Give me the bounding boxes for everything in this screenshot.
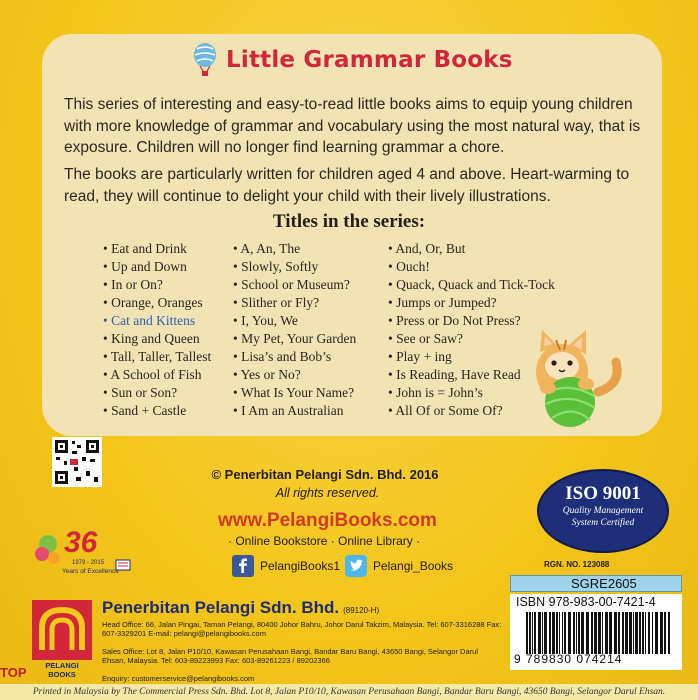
copyright-notice: © Penerbitan Pelangi Sdn. Bhd. 2016: [211, 467, 439, 482]
website-link[interactable]: www.PelangiBooks.com: [218, 510, 437, 531]
book-title: • In or On?: [103, 276, 211, 294]
series-header: [192, 42, 513, 78]
head-office-address: Head Office: 66, Jalan Pingai, Taman Pelangi, 80400 Johor Bahru, Johor Darul Takzim, Malaysia. Tel: 607-3316288 Fax: 607-3329201 E-mail: pelangi@pelangibooks.com: [102, 620, 502, 638]
barcode-digits: 9 789830 074214: [514, 652, 623, 666]
isbn-number: ISBN 978-983-00-7421-4: [516, 595, 656, 609]
book-title: • Yes or No?: [233, 366, 356, 384]
book-title: • King and Queen: [103, 330, 211, 348]
book-title: • Sand + Castle: [103, 402, 211, 420]
book-title: • Orange, Oranges: [103, 294, 211, 312]
book-title: • All Of or Some Of?: [388, 402, 555, 420]
twitter-icon: [345, 555, 367, 577]
book-title: • I Am an Australian: [233, 402, 356, 420]
anniversary-years: 1979 - 2015: [72, 560, 105, 566]
book-title: • Quack, Quack and Tick-Tock: [388, 276, 555, 294]
online-services: · Online Bookstore · Online Library ·: [228, 534, 421, 548]
book-title: • I, You, We: [233, 312, 356, 330]
twitter-link[interactable]: [345, 555, 453, 577]
book-title: • See or Saw?: [388, 330, 555, 348]
book-title: • Play + ing: [388, 348, 555, 366]
book-title: • Eat and Drink: [103, 240, 211, 258]
book-title: • My Pet, Your Garden: [233, 330, 356, 348]
anniversary-number: 36: [64, 526, 98, 559]
book-title: • Sun or Son?: [103, 384, 211, 402]
page-title: Little Grammar Books: [226, 47, 513, 73]
intro-paragraph: This series of interesting and easy-to-read little books aims to equip young children with more knowledge of grammar and vocabulary using the most natural way, that is exposure. Children will no longer find learning grammar a chore.: [64, 96, 641, 156]
book-title: • Up and Down: [103, 258, 211, 276]
isbn-barcode: [510, 594, 682, 670]
publisher-name: [102, 598, 379, 618]
book-title: • Tall, Taller, Tallest: [103, 348, 211, 366]
pelangi-logo: [30, 598, 94, 670]
anniversary-caption: Years of Excellence: [62, 568, 119, 575]
book-title: • And, Or, But: [388, 240, 555, 258]
series-heading: Titles in the series:: [272, 211, 426, 232]
titles-column-2: [233, 240, 356, 420]
book-title: • Press or Do Not Press?: [388, 312, 555, 330]
book-title: • Ouch!: [388, 258, 555, 276]
rights-notice: All rights reserved.: [275, 486, 380, 500]
titles-column-1: [103, 240, 211, 420]
book-title: • Slowly, Softly: [233, 258, 356, 276]
book-title: • Cat and Kittens: [103, 312, 211, 330]
book-title: • Slither or Fly?: [233, 294, 356, 312]
facebook-link[interactable]: [232, 555, 340, 577]
publisher-reg-no: (89120-H): [343, 606, 380, 615]
publisher-name-text: Penerbitan Pelangi Sdn. Bhd.: [102, 598, 340, 617]
facebook-handle: PelangiBooks1: [260, 559, 341, 573]
anniversary-badge: [34, 522, 134, 588]
book-title: • John is = John’s: [388, 384, 555, 402]
book-title: • School or Museum?: [233, 276, 356, 294]
book-title: • A School of Fish: [103, 366, 211, 384]
cat-with-yarn-illustration: [520, 322, 630, 432]
logo-text: PELANGI BOOKS: [45, 661, 79, 679]
watermark-label: TOP: [0, 665, 27, 680]
book-title: • Lisa’s and Bob’s: [233, 348, 356, 366]
product-code: SGRE2605: [510, 575, 682, 592]
barcode-graphic: [524, 612, 674, 654]
sales-office-address: Sales Office: Lot 8, Jalan P10/10, Kawasan Perusahaan Bangi, Bandar Baru Bangi, 43650 Bangi, Selangor Darul Ehsan, Malaysia. Tel: 603-89223993 Fax: 603-89261223 / 89202366: [102, 647, 478, 665]
facebook-icon: [232, 555, 254, 577]
iso-certification-badge: [537, 469, 669, 553]
twitter-handle: Pelangi_Books: [373, 559, 454, 573]
iso-line-1: Quality Management: [562, 506, 644, 516]
intro-paragraph: The books are particularly written for children aged 4 and above. Heart-warming to read, they will continue to delight your child with their lively illustrations.: [64, 166, 630, 205]
book-title: • Is Reading, Have Read: [388, 366, 555, 384]
printer-info: Printed in Malaysia by The Commercial Press Sdn. Bhd. Lot 8, Jalan P10/10, Kawasan Perusahaan Bangi, Bandar Baru Bangi, 43650 Bangi, Selangor Darul Ehsan.: [0, 684, 698, 700]
iso-mark: ISO 9001: [565, 483, 641, 504]
hot-air-balloon-icon: [192, 43, 218, 77]
book-title: • Jumps or Jumped?: [388, 294, 555, 312]
book-title: • What Is Your Name?: [233, 384, 356, 402]
book-title: • A, An, The: [233, 240, 356, 258]
enquiry-email: Enquiry: customerservice@pelangibooks.com: [102, 674, 255, 683]
registration-number: RGN. NO. 123088: [544, 560, 610, 569]
iso-line-2: System Certified: [571, 518, 635, 528]
